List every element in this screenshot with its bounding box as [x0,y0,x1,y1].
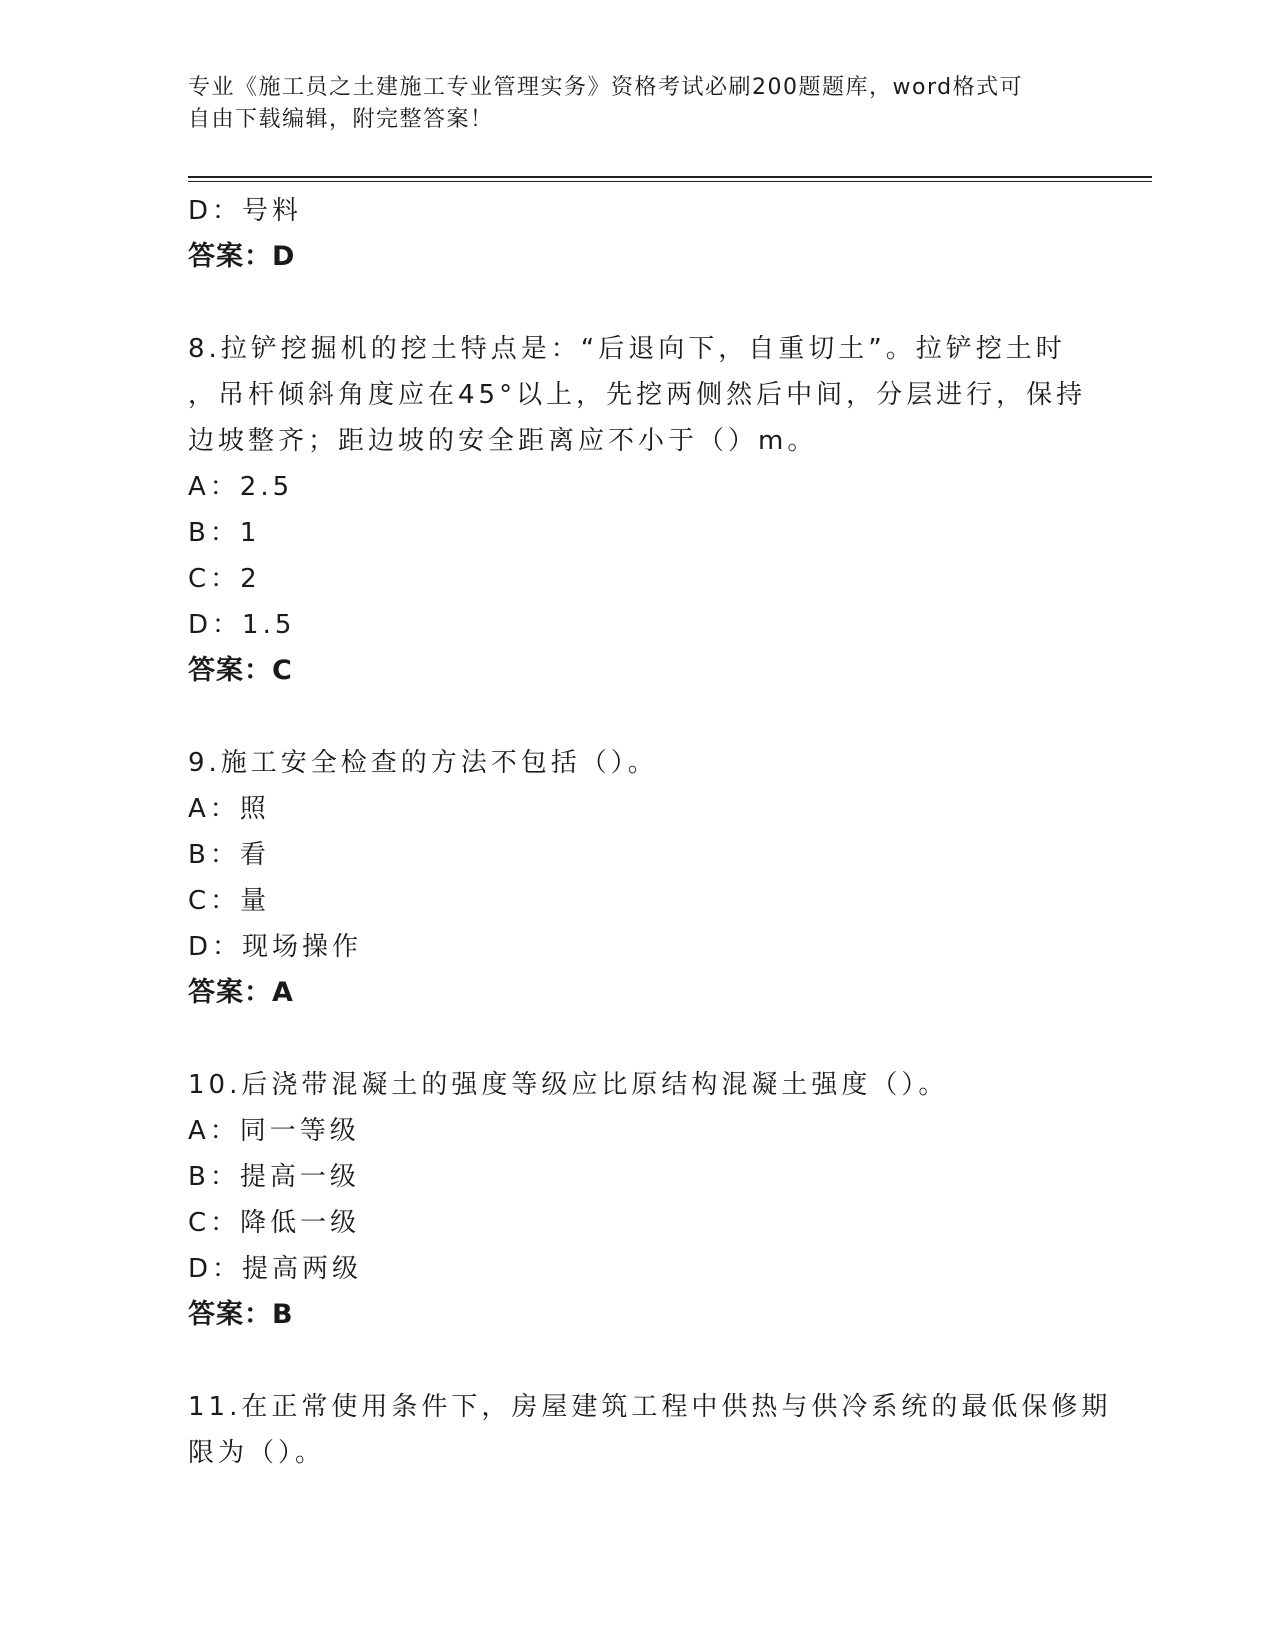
question-text-line: 8.拉铲挖掘机的挖土特点是：“后退向下，自重切土”。拉铲挖土时 [188,334,1066,364]
question-text-line: 边坡整齐；距边坡的安全距离应不小于（）m。 [188,426,818,456]
answer-line: 答案：B [188,1299,294,1330]
header-rule-thick [188,176,1152,178]
spacer [188,280,1088,326]
question-text-line: 9.施工安全检查的方法不包括（）。 [188,748,658,778]
answer-line: 答案：D [188,241,296,272]
option-b: B：看 [188,840,270,870]
question-text-line: 10.后浇带混凝土的强度等级应比原结构混凝土强度（）。 [188,1070,949,1100]
header-rule-thin [188,181,1152,182]
spacer [188,694,1088,740]
question-text-line: ，吊杆倾斜角度应在45°以上，先挖两侧然后中间，分层进行，保持 [188,380,1087,410]
option-d: D：提高两级 [188,1254,363,1284]
option-d: D：现场操作 [188,932,363,962]
document-header [188,72,1068,136]
spacer [188,1016,1088,1062]
option-c: C：量 [188,886,271,916]
question-8 [188,326,1088,694]
option-d: D：号料 [188,196,303,226]
answer-line: 答案：A [188,977,294,1008]
question-text-line: 11.在正常使用条件下，房屋建筑工程中供热与供冷系统的最低保修期 [188,1392,1112,1422]
question-11 [188,1384,1112,1476]
option-b: B：提高一级 [188,1162,360,1192]
option-b: B：1 [188,518,261,548]
header-line-2: 自由下载编辑，附完整答案！ [188,107,494,132]
question-9 [188,740,1088,1016]
answer-line: 答案：C [188,655,293,686]
option-a: A：照 [188,794,270,824]
question-text-line: 限为（）。 [188,1438,326,1468]
option-a: A：同一等级 [188,1116,360,1146]
option-d: D：1.5 [188,610,296,640]
header-line-1: 专业《施工员之土建施工专业管理实务》资格考试必刷200题题库，word格式可 [188,75,1024,100]
option-c: C：降低一级 [188,1208,361,1238]
option-c: C：2 [188,564,261,594]
spacer [188,1338,1088,1384]
question-10 [188,1062,1088,1338]
option-a: A：2.5 [188,472,294,502]
document-body [188,188,1112,1476]
